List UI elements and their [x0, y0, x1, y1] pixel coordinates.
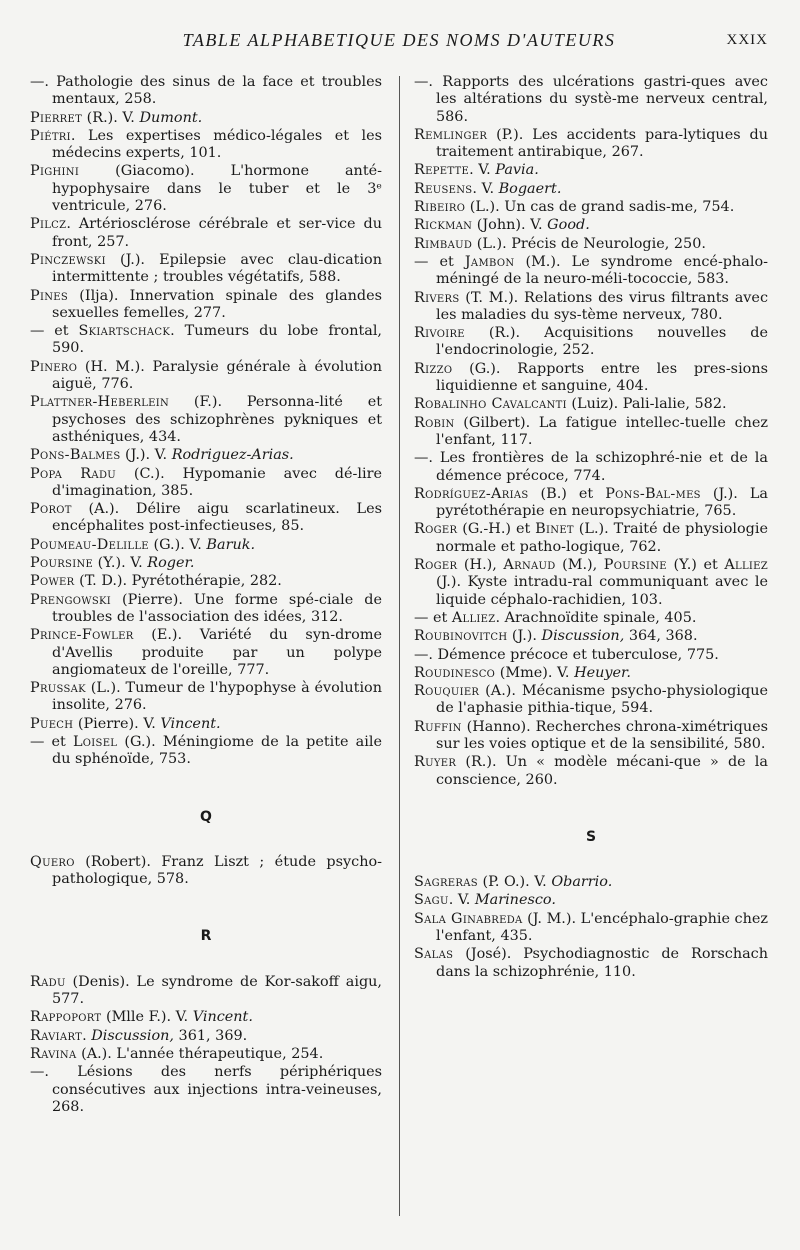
index-entry: [30, 716, 382, 733]
entry-text: (J.). La pyrétothérapie en neuropsychiatrie, 765.: [436, 485, 768, 520]
entry-text: (G.). Méningiome de la petite aile du sphénoïde, 753.: [52, 733, 382, 768]
author-name: Pierret: [30, 109, 83, 126]
entry-text: (L.). Un cas de grand sadis-me, 754.: [465, 199, 735, 216]
index-entry: [414, 610, 768, 627]
index-entry: [414, 127, 768, 162]
entry-text: . Les expertises médico-légales et les médecins experts, 101.: [52, 127, 382, 162]
index-entry: [414, 946, 768, 981]
author-name: Rivers: [414, 289, 460, 306]
index-entry: [30, 163, 382, 215]
entry-text: (H.),: [457, 557, 504, 574]
entry-text: (L.). Tumeur de l'hypophyse à évolution insolite, 276.: [52, 680, 382, 714]
index-entry: [30, 592, 382, 627]
entry-text: (G.). V.: [148, 536, 207, 553]
entry-text: (Mme). V.: [495, 664, 575, 681]
entry-text: (T. M.). Relations des virus filtrants avec les maladies du sys-tème nerveux, 780.: [436, 289, 768, 323]
entry-text: (P. O.). V.: [477, 874, 552, 891]
author-name: Porot: [30, 501, 72, 518]
author-name: Raviart: [30, 1027, 83, 1044]
author-name: Prince-Fowler: [30, 627, 134, 644]
index-entry: [30, 394, 382, 446]
cross-reference: Heuyer.: [574, 664, 631, 681]
entry-text: (M.). Le syndrome encé-phalo-méningé de la neuro-méli-tococcie, 583.: [436, 253, 768, 288]
author-name: Rodríguez-Arias: [414, 485, 529, 502]
entry-text: (B.) et: [528, 485, 606, 502]
entry-text: —. Démence précoce et tuberculose, 775.: [414, 646, 719, 663]
entry-text: — et: [414, 609, 452, 626]
author-name: Binet: [535, 521, 574, 538]
index-entry: [30, 466, 382, 501]
index-entry: [414, 217, 768, 234]
author-name: Pines: [30, 287, 69, 304]
index-entry: [414, 396, 768, 413]
entry-text: (Denis). Le syndrome de Kor-sakoff aigu, 577.: [52, 973, 382, 1008]
author-name: Arnaud: [503, 557, 556, 574]
entry-text: 361, 369.: [173, 1027, 248, 1044]
author-name: Reusens: [414, 180, 473, 197]
index-entry: [414, 521, 768, 556]
entry-text: (F.). Personna-lité et psychoses des schizophrènes pykniques et asthéniques, 434.: [52, 394, 382, 445]
author-name: Ruyer: [414, 754, 457, 771]
entry-text: (Pierre). Une forme spé-ciale de troubles de l'association des idées, 312.: [52, 591, 382, 625]
entry-text: .: [82, 1027, 92, 1044]
author-name: Roger: [414, 557, 458, 574]
author-name: Alliez: [724, 557, 768, 574]
entry-text: —. Pathologie des sinus de la face et troubles mentaux, 258.: [30, 74, 382, 108]
author-name: Ravina: [30, 1045, 77, 1062]
index-entry: [414, 254, 768, 289]
section-letter: R: [200, 928, 212, 945]
index-entry: [414, 557, 768, 609]
index-entry: [414, 486, 768, 521]
cross-reference: Marinesco.: [474, 892, 556, 909]
author-name: Rimbaud: [414, 235, 473, 252]
left-column: [30, 74, 382, 1117]
entry-text: — et: [30, 323, 79, 340]
author-name: Pighini: [30, 163, 80, 180]
entry-text: (J.). Epilepsie avec clau-dication intermittente ; troubles végétatifs, 588.: [52, 251, 382, 286]
author-name: Pinero: [30, 358, 78, 375]
index-entry: [414, 911, 768, 946]
cross-reference: Baruk.: [206, 536, 256, 553]
entry-text: (C.). Hypomanie avec dé-lire d'imagination, 385.: [52, 465, 382, 499]
author-name: Prussak: [30, 680, 86, 697]
author-name: Radu: [30, 973, 66, 990]
author-name: Piétri: [30, 127, 71, 144]
author-name: Ribeiro: [414, 199, 466, 216]
entry-text: (E.). Variété du syn-drome d'Avellis produite par un polype angiomateux de l'oreille, 777.: [52, 627, 382, 678]
entry-text: (Y.) et: [666, 557, 725, 574]
index-entry: [30, 627, 382, 679]
author-name: Roudinesco: [414, 664, 496, 681]
entry-text: (J. M.). L'encéphalo-graphie chez l'enfant, 435.: [436, 910, 768, 945]
entry-text: (L.). Traité de physiologie normale et patho-logique, 762.: [436, 521, 769, 555]
index-entry: [30, 1064, 382, 1116]
index-entry: [414, 665, 768, 682]
cross-reference: Vincent.: [192, 1009, 253, 1026]
cross-reference: Good.: [547, 217, 590, 234]
author-name: Remlinger: [414, 126, 488, 143]
entry-text: (Luiz). Pali-lalie, 582.: [566, 396, 727, 413]
cross-reference: Obarrio.: [551, 874, 613, 891]
entry-text: (Y.). V.: [93, 555, 148, 572]
author-name: Repette: [414, 162, 470, 179]
entry-text: (R.). Un « modèle mécani-que » de la conscience, 260.: [436, 754, 768, 788]
author-name: Robalinho Cavalcanti: [414, 396, 567, 413]
right-column: [414, 74, 768, 982]
author-name: Loisel: [72, 733, 118, 750]
index-entry: [30, 1046, 382, 1063]
index-entry: [30, 110, 382, 127]
author-name: Jambon: [464, 253, 515, 270]
entry-text: (Ilja). Innervation spinale des glandes sexuelles femelles, 277.: [52, 287, 382, 321]
entry-text: —. Les frontières de la schizophré-nie et de la démence précoce, 774.: [414, 450, 768, 484]
entry-text: (Pierre). V.: [73, 715, 161, 732]
index-entry: [414, 361, 768, 396]
author-name: Prengowski: [30, 591, 111, 608]
author-name: Pilcz: [30, 216, 67, 233]
index-entry: [30, 537, 382, 554]
author-name: Power: [30, 573, 75, 590]
entry-text: (T. D.). Pyrétothérapie, 282.: [74, 573, 282, 590]
entry-text: —. Lésions des nerfs périphériques consécutives aux injections intra-veineuses, 268.: [30, 1064, 382, 1115]
entry-text: . Tumeurs du lobe frontal, 590.: [52, 323, 382, 357]
entry-text: . V.: [472, 180, 499, 197]
index-entry: [414, 290, 768, 325]
author-name: Plattner-Heberlein: [30, 394, 170, 411]
cross-reference: Discussion,: [91, 1027, 174, 1044]
author-name: Sala Ginabreda: [414, 910, 523, 927]
cross-reference: Bogaert.: [498, 180, 562, 197]
author-name: Alliez: [451, 609, 496, 626]
index-entry: [414, 892, 768, 909]
entry-text: (M.),: [555, 557, 604, 574]
cross-reference: Rodriguez-Arias.: [171, 447, 294, 464]
entry-text: (R.). V.: [82, 109, 140, 126]
cross-reference: Pavia.: [495, 162, 539, 179]
author-name: Poursine: [30, 555, 94, 572]
running-head: [30, 30, 768, 56]
index-entry: [30, 216, 382, 251]
entry-text: . Artériosclérose cérébrale et ser-vice du front, 257.: [52, 216, 382, 250]
entry-text: (P.). Les accidents para-lytiques du traitement antirabique, 267.: [436, 126, 768, 161]
entry-text: 364, 368.: [624, 628, 698, 645]
index-entry: [30, 854, 382, 889]
author-name: Pons-Balmes: [30, 447, 121, 464]
index-entry: [30, 573, 382, 590]
index-entry: [414, 199, 768, 216]
entry-text: (R.). Acquisitions nouvelles de l'endocrinologie, 252.: [436, 325, 768, 359]
index-entry: [414, 754, 768, 789]
author-name: Skiartschack: [78, 323, 171, 340]
index-entry: [414, 74, 768, 126]
cross-reference: Vincent.: [160, 715, 221, 732]
index-entry: [30, 734, 382, 769]
author-name: Sagreras: [414, 874, 478, 891]
entry-text: (J.). Kyste intradu-ral communiquant avec le liquide céphalo-rachidien, 103.: [436, 574, 768, 608]
entry-text: (A.). Mécanisme psycho-physiologique de l'aphasie pithia-tique, 594.: [436, 683, 768, 717]
entry-text: . V.: [448, 892, 475, 909]
entry-text: . V.: [469, 162, 496, 179]
entry-text: (Giacomo). L'hormone anté-hypophysaire dans le tuber et le 3ᵉ ventricule, 276.: [52, 163, 382, 215]
author-name: Ruffin: [414, 718, 462, 735]
author-name: Rappoport: [30, 1009, 102, 1026]
index-entry: [414, 236, 768, 253]
cross-reference: Dumont.: [139, 109, 203, 126]
entry-text: (A.). L'année thérapeutique, 254.: [76, 1045, 324, 1062]
index-entry: [30, 447, 382, 464]
author-name: Pons-Bal-mes: [605, 485, 701, 502]
index-entry: [30, 323, 382, 358]
entry-text: . Arachnoïdite spinale, 405.: [495, 609, 697, 626]
entry-text: (A.). Délire aigu scarlatineux. Les encéphalites post-infectieuses, 85.: [52, 501, 382, 535]
index-entry: [414, 628, 768, 645]
index-entry: [414, 647, 768, 664]
author-name: Rizzo: [414, 360, 453, 377]
index-entry: [414, 874, 768, 891]
author-name: Popa Radu: [30, 465, 116, 482]
page-number: XXIX: [726, 32, 768, 48]
author-name: Roger: [414, 521, 458, 538]
entry-text: (L.). Précis de Neurologie, 250.: [472, 235, 706, 252]
column-divider: [399, 76, 400, 1216]
cross-reference: Roger.: [147, 555, 195, 572]
entry-text: (H. M.). Paralysie générale à évolution aiguë, 776.: [52, 358, 382, 393]
index-entry: [414, 181, 768, 198]
index-entry: [30, 974, 382, 1009]
author-name: Sagu: [414, 892, 449, 909]
author-name: Pinczewski: [30, 251, 106, 268]
author-name: Rivoire: [414, 325, 465, 342]
index-entry: [414, 450, 768, 485]
author-name: Quero: [30, 853, 75, 870]
entry-text: — et: [30, 733, 73, 750]
entry-text: —. Rapports des ulcérations gastri-ques avec les altérations du systè-me nerveux central, 586.: [414, 74, 768, 125]
index-entry: [30, 1009, 382, 1026]
index-entry: [30, 288, 382, 323]
author-name: Rouquier: [414, 683, 480, 700]
author-name: Salas: [414, 946, 454, 963]
entry-text: (G.-H.) et: [457, 521, 536, 538]
section-letter: Q: [200, 808, 212, 825]
index-entry: [30, 128, 382, 163]
index-entry: [30, 501, 382, 536]
entry-text: (Mlle F.). V.: [101, 1009, 193, 1026]
index-entry: [30, 555, 382, 572]
index-entry: [30, 252, 382, 287]
author-name: Robin: [414, 414, 455, 431]
index-entry: [414, 683, 768, 718]
entry-text: (Robert). Franz Liszt ; étude psycho-pathologique, 578.: [52, 853, 382, 888]
entry-text: (Hanno). Recherches chrona-ximétriques sur les voies optique et de la sensibilité, 580.: [436, 718, 768, 752]
author-name: Roubinovitch: [414, 628, 508, 645]
author-name: Rickman: [414, 217, 473, 234]
author-name: Puech: [30, 715, 74, 732]
entry-text: (José). Psychodiagnostic de Rorschach dans la schizophrénie, 110.: [436, 946, 768, 980]
index-entry: [414, 325, 768, 360]
section-letter: S: [585, 828, 597, 845]
index-entry: [30, 359, 382, 394]
entry-text: (John). V.: [472, 217, 548, 234]
index-entry: [414, 415, 768, 450]
index-entry: [414, 162, 768, 179]
author-name: Poursine: [603, 557, 667, 574]
index-entry: [30, 1028, 382, 1045]
index-entry: [30, 74, 382, 109]
index-entry: [414, 719, 768, 754]
page-title: TABLE ALPHABETIQUE DES NOMS D'AUTEURS: [182, 30, 616, 50]
entry-text: (G.). Rapports entre les pres-sions liquidienne et sanguine, 404.: [436, 360, 768, 395]
entry-text: — et: [414, 253, 465, 270]
entry-text: (J.).: [507, 628, 542, 645]
entry-text: (J.). V.: [120, 447, 172, 464]
entry-text: (Gilbert). La fatigue intellec-tuelle chez l'enfant, 117.: [436, 414, 768, 448]
author-name: Poumeau-Delille: [30, 536, 149, 553]
cross-reference: Discussion,: [541, 628, 625, 645]
index-entry: [30, 680, 382, 715]
